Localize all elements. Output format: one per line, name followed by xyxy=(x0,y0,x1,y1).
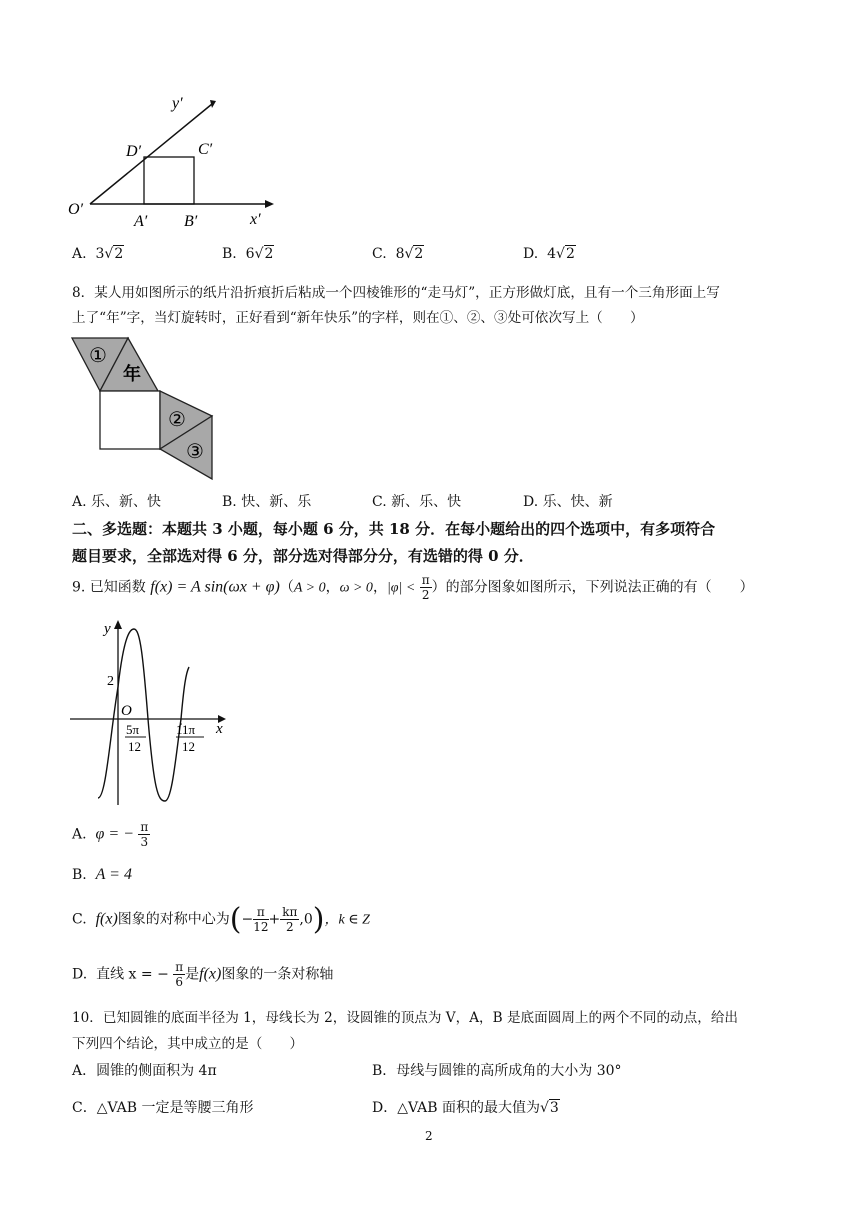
section2-line1: 二、多选题：本题共 3 小题，每小题 6 分，共 18 分．在每小题给出的四个选项中，有多项符合 xyxy=(72,520,716,538)
label-d: D′ xyxy=(126,143,142,160)
q8-option-a[interactable]: A. 乐、新、快 xyxy=(72,494,162,510)
q9-option-b[interactable]: B. A = 4 xyxy=(72,866,132,883)
label-nian: 年 xyxy=(123,364,141,385)
label-y: y xyxy=(104,621,111,637)
q10-stem-line2: 下列四个结论，其中成立的是（ ） xyxy=(72,1036,304,1052)
q9-option-d[interactable]: D. 直线 x = − $\frac{\pi}{6}$ 是f(x)图象的一条对称轴 xyxy=(72,960,334,989)
tick-11pi-num: 11π xyxy=(176,722,196,737)
label-b: B′ xyxy=(184,213,198,230)
q8-option-b[interactable]: B. 快、新、乐 xyxy=(222,494,312,510)
label-two: 2 xyxy=(107,674,114,689)
page-number: 2 xyxy=(425,1129,433,1143)
label-x-axis: x′ xyxy=(250,211,261,228)
q10-option-c[interactable]: C．△VAB 一定是等腰三角形 xyxy=(72,1100,254,1116)
label-circle-1: ① xyxy=(89,343,107,367)
label-origin: O′ xyxy=(68,201,84,218)
label-y-axis: y′ xyxy=(172,95,183,112)
label-c: C′ xyxy=(198,141,213,158)
q10-stem-line1: 10．已知圆锥的底面半径为 1，母线长为 2，设圆锥的顶点为 V，A，B 是底面圆周上的两个不同的动点，给出 xyxy=(72,1010,739,1026)
label-circle-2: ② xyxy=(168,407,186,431)
q8-option-d[interactable]: D. 乐、快、新 xyxy=(523,494,613,510)
q9-option-a[interactable]: A. φ = − $\frac{\pi}{3}$ xyxy=(72,820,149,849)
tick-5pi-num: 5π xyxy=(126,722,140,737)
x-axis-arrow-icon xyxy=(265,200,274,208)
label-circle-3: ③ xyxy=(186,439,204,463)
q7-figure xyxy=(60,92,280,237)
square-base xyxy=(100,391,160,449)
q7-option-a[interactable]: A. 3√2 xyxy=(72,246,124,262)
q10-option-a[interactable]: A．圆锥的侧面积为 4π xyxy=(72,1063,217,1079)
q8-option-c[interactable]: C. 新、乐、快 xyxy=(372,494,462,510)
q7-option-d[interactable]: D. 4√2 xyxy=(523,246,575,262)
y-axis-arrow-icon xyxy=(114,620,122,629)
tick-5pi-den: 12 xyxy=(128,739,141,754)
q9-graph xyxy=(68,615,238,810)
section2-line2: 题目要求，全部选对得 6 分，部分选对得部分分，有选错的得 0 分． xyxy=(72,547,534,565)
tick-11pi-den: 12 xyxy=(182,739,195,754)
q9-stem: 9. 已知函数 f(x) = A sin(ωx + φ)（A > 0，ω > 0，|φ| < $\frac{\pi}{2}$ ）的部分图象如图所示，下列说法正确的有（ ） xyxy=(72,573,754,602)
q7-option-c[interactable]: C. 8√2 xyxy=(372,246,424,262)
q8-net-figure xyxy=(70,336,220,482)
q10-option-d[interactable]: D．△VAB 面积的最大值为√3 xyxy=(372,1100,559,1116)
parallelogram-abcd xyxy=(144,157,194,204)
label-o: O xyxy=(121,703,132,719)
q9-option-c[interactable]: C. f(x)图象的对称中心为(− $\frac{\pi}{12}$ + $\frac{k\pi}{2}$ ,0)，k ∈ Z xyxy=(72,902,370,937)
q8-stem-line1: 8．某人用如图所示的纸片沿折痕折后粘成一个四棱锥形的“走马灯”，正方形做灯底，且有一个三角形面上写 xyxy=(72,285,720,301)
q8-stem-line2: 上了“年”字，当灯旋转时，正好看到“新年快乐”的字样，则在①、②、③处可依次写上（ ） xyxy=(72,310,644,326)
label-a: A′ xyxy=(134,213,148,230)
q7-option-b[interactable]: B. 6√2 xyxy=(222,246,274,262)
q10-option-b[interactable]: B．母线与圆锥的高所成角的大小为 30° xyxy=(372,1063,622,1079)
label-x: x xyxy=(216,721,223,737)
sine-curve xyxy=(98,629,189,801)
